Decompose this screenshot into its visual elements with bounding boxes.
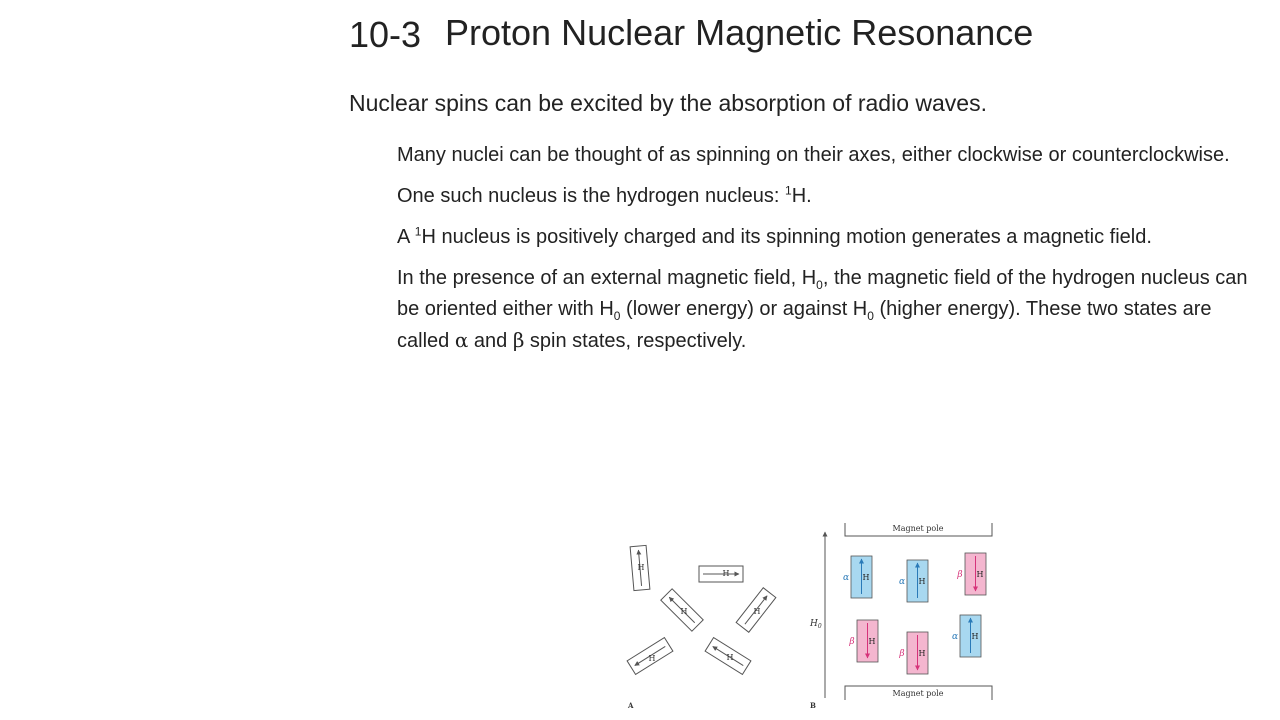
h-label: H (862, 573, 870, 582)
bullet-magnetic-field: A $^1$H nucleus is positively charged and its spinning motion generates a magnetic field. (397, 224, 1152, 248)
h-label: H (680, 607, 688, 616)
h-label: H (918, 649, 926, 658)
h-label: H (648, 654, 656, 663)
magnet-pole-top-label: Magnet pole (892, 524, 944, 533)
h-label: H (868, 637, 876, 646)
slide-number: 10-3 (349, 14, 422, 55)
bullet-list (397, 140, 1267, 367)
field-axis-label: $H_0$ (810, 619, 822, 630)
h-label: H (918, 577, 926, 586)
beta-label: β (957, 570, 963, 580)
panel-b-label: B (810, 701, 816, 710)
panel-b-aligned-spins (809, 523, 992, 710)
bullet-hydrogen-nucleus: One such nucleus is the hydrogen nucleus: $^1$H. (397, 183, 812, 207)
lead-statement: Nuclear spins can be excited by the absorption of radio waves. (349, 90, 987, 116)
alpha-label: α (842, 573, 850, 583)
h-label: H (971, 632, 979, 641)
beta-label: β (849, 637, 855, 647)
panel-a-label: A (628, 701, 634, 710)
h-label: H (726, 653, 734, 662)
h-label: H (637, 563, 645, 572)
alpha-label: α (898, 577, 906, 587)
bullet-spinning-nuclei: Many nuclei can be thought of as spinning on their axes, either clockwise or counterclockwise. (397, 144, 1230, 166)
h-label: H (976, 570, 984, 579)
bullet-spin-states: In the presence of an external magnetic field, $H_0$, the magnetic field of the hydrogen nucleus can be oriented either with $H_0$ (lower energy) or against $H_0$ (higher energy). These two states are called α and β spin states, respectively. (397, 267, 1248, 352)
magnet-pole-bottom-label: Magnet pole (892, 689, 944, 698)
h-label: H (753, 607, 761, 616)
spin-figure-svg (610, 518, 1010, 718)
beta-label: β (899, 649, 905, 659)
nucleus-box (699, 566, 743, 582)
spin-figure (610, 518, 1010, 718)
slide-title: Proton Nuclear Magnetic Resonance (445, 12, 1034, 53)
h-label: H (722, 569, 730, 578)
alpha-label: α (951, 632, 959, 642)
